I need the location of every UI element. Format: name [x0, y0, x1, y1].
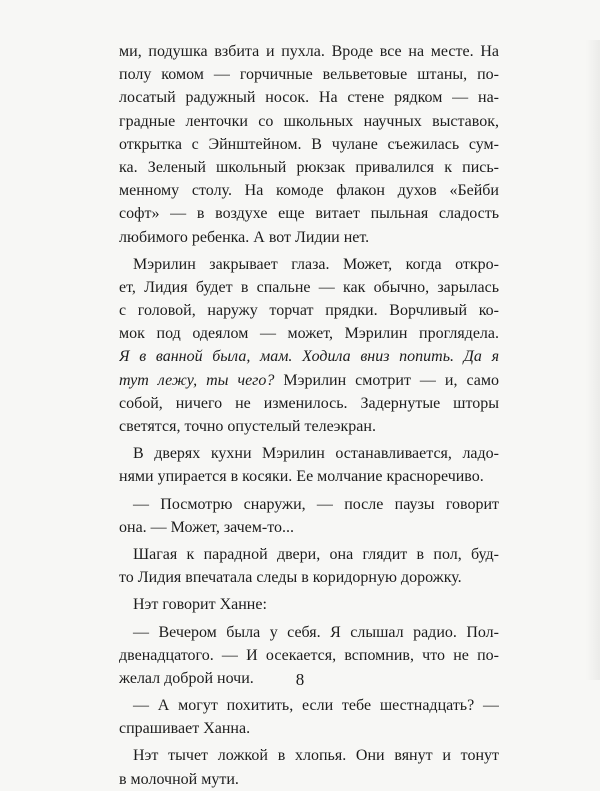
- text-line: собой, ничего не изменилось. Задернутые шторы: [119, 394, 499, 412]
- italic-quote: тут лежу, ты чего?: [119, 371, 275, 389]
- paragraph: [119, 40, 499, 249]
- text-line: светятся, точно опустелый телеэкран.: [119, 418, 376, 435]
- paragraph: [119, 493, 499, 539]
- paragraph: [119, 593, 499, 616]
- text-line: она. — Может, зачем-то...: [119, 518, 294, 536]
- text-line: желал доброй ночи.: [119, 669, 254, 687]
- text-line: [119, 369, 499, 392]
- paragraph: [119, 694, 499, 740]
- text-line: софт» — в воздухе еще витает пыльная сладость: [119, 205, 499, 223]
- paragraph: [119, 442, 499, 488]
- text-line: ка. Зеленый школьный рюкзак привалился к пись-: [119, 158, 499, 176]
- text-line: мок под одеялом — может, Мэрилин проглядела.: [119, 325, 499, 343]
- text-line: Нэт говорит Ханне:: [133, 596, 267, 614]
- text-line: — А могут похитить, если тебе шестнадцать? —: [133, 697, 499, 715]
- text-line: лосатый радужный носок. На стене рядком — на-: [119, 89, 499, 107]
- text-line: Мэрилин закрывает глаза. Может, когда откро-: [133, 255, 499, 273]
- text-line: — Посмотрю снаружи, — после паузы говорит: [133, 495, 499, 513]
- text-line: градные ленточки со школьных научных выставок,: [119, 112, 499, 130]
- text-line: то Лидия впечатала следы в коридорную дорожку.: [119, 569, 462, 587]
- page-number: 8: [295, 670, 305, 689]
- text-line: спрашивает Ханна.: [119, 720, 251, 738]
- paragraph: [119, 744, 499, 790]
- text-line: в молочной мути.: [119, 770, 239, 788]
- text-line: В дверях кухни Мэрилин останавливается, ладо-: [133, 445, 499, 463]
- text-line: — Вечером была у себя. Я слышал радио. Пол-: [133, 623, 499, 641]
- text-line: менному столу. На комоде флакон духов «Бейби: [119, 182, 499, 200]
- text-line: [119, 345, 499, 368]
- text-line: полу комом — горчичные вельветовые штаны, по-: [119, 66, 499, 84]
- text-line: двенадцатого. — И осекается, вспомнив, что не по-: [119, 646, 499, 664]
- text-line: ет, Лидия будет в спальне — как обычно, зарылась: [119, 278, 499, 296]
- italic-quote: Я в ванной была, мам. Ходила вниз попить. Да я: [119, 348, 499, 366]
- paragraph: [119, 543, 499, 589]
- text-line: открытка с Эйнштейном. В чулане съежилась сум-: [119, 135, 499, 153]
- page-edge-shadow: [586, 40, 600, 680]
- text-line: Шагая к парадной двери, она глядит в пол, буд-: [133, 545, 499, 563]
- text-line: ми, подушка взбита и пухла. Вроде все на месте. На: [119, 43, 499, 60]
- text-line: любимого ребенка. А вот Лидии нет.: [119, 228, 370, 246]
- text-fragment: Мэрилин смотрит — и, само: [274, 371, 499, 389]
- text-line: нями упирается в косяки. Ее молчание красноречиво.: [119, 468, 484, 486]
- paragraph: [119, 253, 499, 439]
- text-line: Нэт тычет ложкой в хлопья. Они вянут и тонут: [133, 747, 499, 765]
- text-line: с головой, наружу торчат прядки. Ворчливый ко-: [119, 302, 499, 320]
